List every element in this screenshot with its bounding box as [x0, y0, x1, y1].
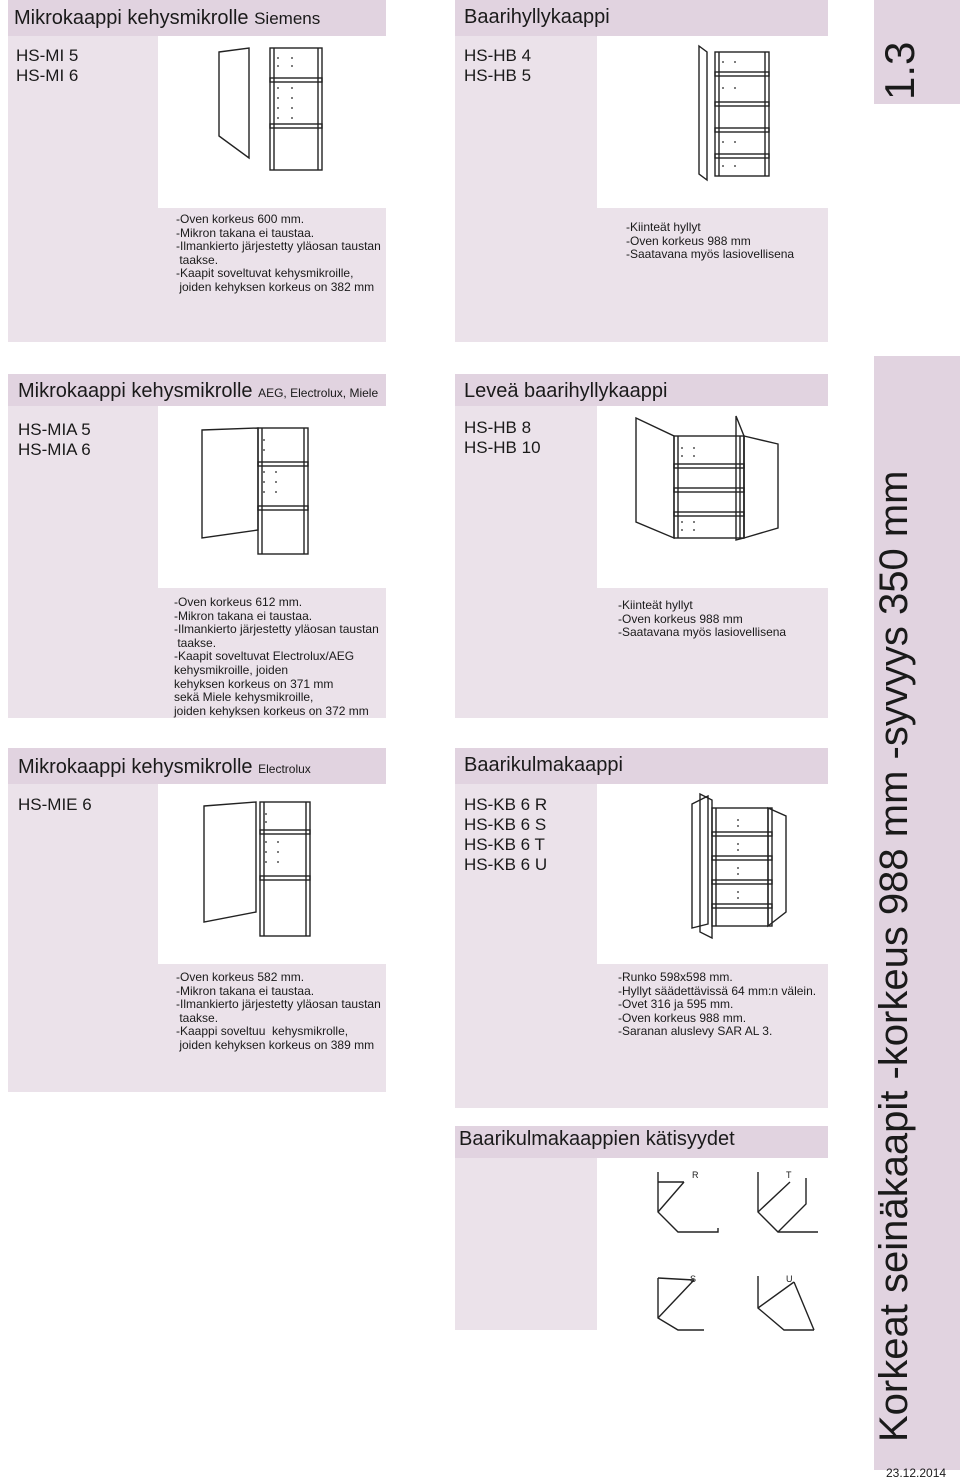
handed-t-label: T	[786, 1170, 792, 1180]
mia-notes: -Oven korkeus 612 mm. -Mikron takana ei taustaa. -Ilmankierto järjestetty yläosan taustan taakse. -Kaapit soveltuvat Electrolux/AEG kehysmikroille, joiden kehyksen korkeus on 371 mm sekä Miele kehysmikroille, joiden kehyksen korkeus on 372 mm	[174, 595, 379, 718]
handed-title: Baarikulmakaappien kätisyydet	[459, 1128, 735, 1150]
mia-brand: AEG, Electrolux, Miele	[258, 386, 379, 400]
kb-codes: HS-KB 6 R HS-KB 6 S HS-KB 6 T HS-KB 6 U	[464, 795, 548, 874]
mia-title: Mikrokaappi kehysmikrolle AEG, Electrolux, Miele	[18, 380, 379, 402]
hbw-cabinet-drawing	[632, 414, 782, 554]
hbw-codes: HS-HB 8 HS-HB 10	[464, 418, 541, 457]
handed-s-diagram	[654, 1268, 724, 1338]
handed-u-label: U	[786, 1274, 793, 1284]
kb-title: Baarikulmakaappi	[464, 754, 623, 776]
mi-notes: -Oven korkeus 600 mm. -Mikron takana ei taustaa. -Ilmankierto järjestetty yläosan taustan taakse. -Kaapit soveltuvat kehysmikroille, joiden kehyksen korkeus on 382 mm	[176, 212, 381, 294]
section-number: 1.3	[876, 41, 923, 100]
page-date: 23.12.2014	[886, 1466, 947, 1480]
handed-r-label: R	[692, 1170, 699, 1180]
hbw-notes: -Kiinteät hyllyt -Oven korkeus 988 mm -Saatavana myös lasiovellisena	[618, 598, 787, 640]
mi-codes: HS-MI 5 HS-MI 6	[16, 46, 79, 85]
hb-cabinet-drawing	[695, 44, 775, 184]
handed-r-diagram	[654, 1168, 724, 1238]
mie-codes: HS-MIE 6	[18, 795, 92, 814]
mi-brand: Siemens	[254, 9, 321, 28]
kb-cabinet-drawing	[682, 792, 792, 942]
kb-notes: -Runko 598x598 mm. -Hyllyt säädettävissä 64 mm:n välein. -Ovet 316 ja 595 mm. -Oven korkeus 988 mm. -Saranan aluslevy SAR AL 3.	[618, 970, 817, 1039]
mia-codes: HS-MIA 5 HS-MIA 6	[18, 420, 91, 459]
handed-panel	[455, 1158, 597, 1330]
side-title: Korkeat seinäkaapit -korkeus 988 mm -syvyys 350 mm	[872, 470, 916, 1442]
hb-notes: -Kiinteät hyllyt -Oven korkeus 988 mm -Saatavana myös lasiovellisena	[626, 220, 795, 262]
mi-title: Mikrokaappi kehysmikrolle Siemens	[14, 7, 321, 29]
mie-panel	[8, 784, 158, 1092]
mie-notes: -Oven korkeus 582 mm. -Mikron takana ei taustaa. -Ilmankierto järjestetty yläosan taustan taakse. -Kaappi soveltuu kehysmikrolle, joiden kehyksen korkeus on 389 mm	[176, 970, 381, 1052]
mie-cabinet-drawing	[200, 800, 320, 940]
mie-brand: Electrolux	[258, 762, 311, 776]
mi-cabinet-drawing	[215, 44, 325, 174]
hbw-title: Leveä baarihyllykaappi	[464, 380, 668, 402]
hb-codes: HS-HB 4 HS-HB 5	[464, 46, 532, 85]
hb-title: Baarihyllykaappi	[464, 6, 610, 28]
mie-title: Mikrokaappi kehysmikrolle Electrolux	[18, 756, 311, 778]
mia-cabinet-drawing	[198, 420, 318, 560]
handed-s-label: S	[690, 1274, 697, 1284]
